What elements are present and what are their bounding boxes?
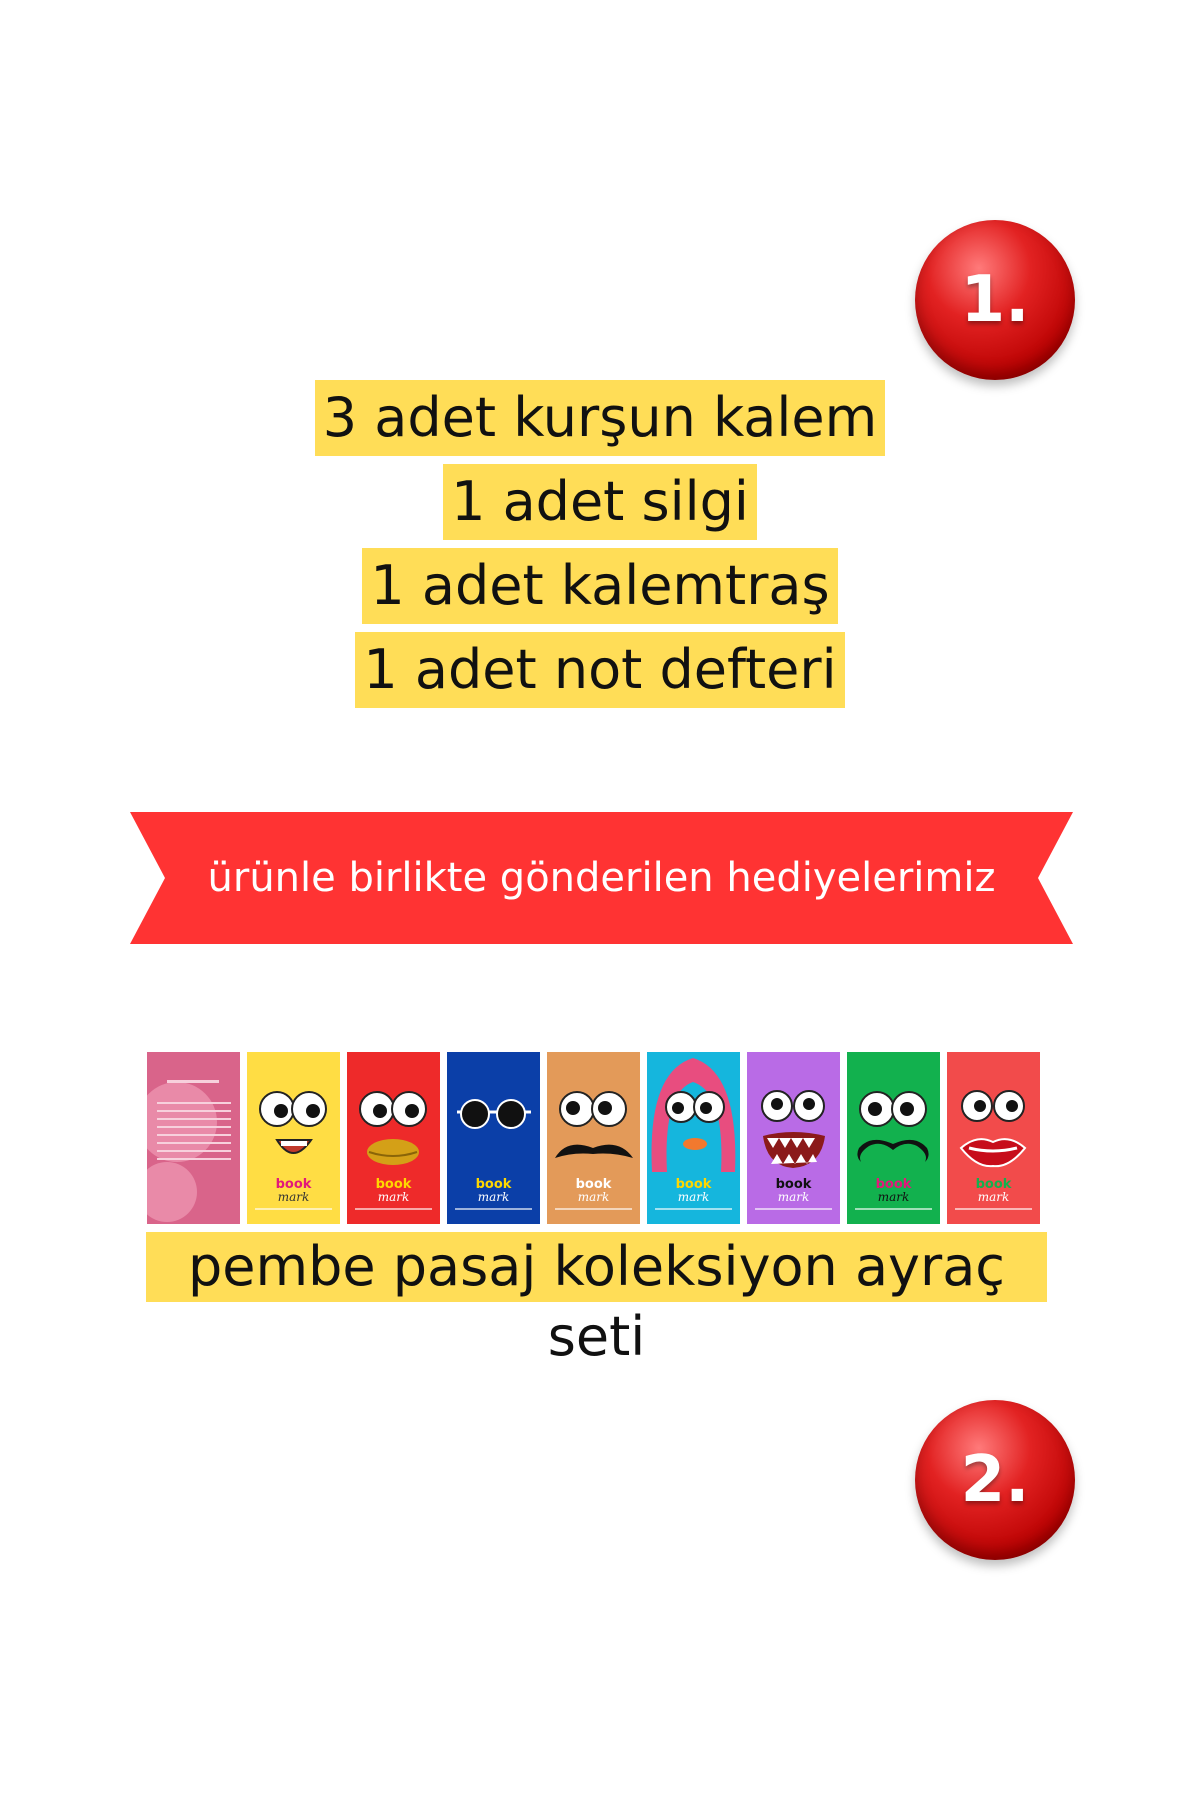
bookmark-mark-text: mark — [977, 1190, 1010, 1204]
list-item — [0, 548, 1200, 632]
divider — [755, 1208, 832, 1210]
bookmark-smile — [247, 1052, 340, 1224]
red-lips-icon — [947, 1132, 1040, 1172]
bookmark-red-lips — [947, 1052, 1040, 1224]
bookmark-mark-text: mark — [677, 1190, 710, 1204]
monster-mouth-icon — [747, 1132, 840, 1172]
divider — [955, 1208, 1032, 1210]
step-2-badge — [915, 1400, 1075, 1560]
smile-icon — [247, 1132, 340, 1172]
divider — [255, 1208, 332, 1210]
gifts-banner — [130, 812, 1073, 944]
item-notebook: 1 adet not defteri — [355, 632, 844, 708]
divider — [455, 1208, 532, 1210]
eyes-icon — [347, 1084, 440, 1134]
step-1-badge — [915, 220, 1075, 380]
list-item — [0, 464, 1200, 548]
bookmark-monster — [747, 1052, 840, 1224]
bookmark-mustache — [547, 1052, 640, 1224]
curly-mustache-icon — [847, 1132, 940, 1172]
divider — [355, 1208, 432, 1210]
eyes-icon — [247, 1084, 340, 1134]
item-eraser: 1 adet silgi — [443, 464, 757, 540]
list-item — [0, 632, 1200, 716]
bookmark-gold-lips — [347, 1052, 440, 1224]
banner-text: ürünle birlikte gönderilen hediyelerimiz — [207, 855, 996, 901]
bookmark-puzzle — [147, 1052, 240, 1224]
step-1-label: 1. — [960, 263, 1030, 337]
bookmark-mark-text: mark — [477, 1190, 510, 1204]
bookmark-book-text: book — [975, 1177, 1012, 1192]
bookmark-book-text: book — [675, 1177, 712, 1192]
bookmark-book-text: book — [275, 1177, 312, 1192]
bookmark-set-image — [147, 1052, 1042, 1226]
bookmark-mark-text: mark — [777, 1190, 810, 1204]
bookmark-book-text: book — [775, 1177, 812, 1192]
bookmark-pink-hair — [647, 1052, 740, 1224]
puzzle-graphic — [147, 1052, 240, 1224]
bookmark-book-text: book — [475, 1177, 512, 1192]
bookmark-mark-text: mark — [277, 1190, 310, 1204]
bookmark-mark-text: mark — [377, 1190, 410, 1204]
pink-hair-icon — [647, 1052, 740, 1172]
divider — [655, 1208, 732, 1210]
bookmark-set-title: pembe pasaj koleksiyon ayraç seti — [146, 1232, 1047, 1302]
bookmark-book-text: book — [575, 1177, 612, 1192]
bookmark-mark-text: mark — [577, 1190, 610, 1204]
list-item — [0, 380, 1200, 464]
divider — [855, 1208, 932, 1210]
eyes-icon — [747, 1084, 840, 1134]
gift-items-list — [0, 380, 1200, 716]
gold-lips-icon — [347, 1132, 440, 1172]
eyes-icon — [547, 1084, 640, 1134]
eyes-icon — [847, 1084, 940, 1134]
bookmark-book-text: book — [875, 1177, 912, 1192]
bookmark-sunglasses — [447, 1052, 540, 1224]
item-pencils: 3 adet kurşun kalem — [315, 380, 885, 456]
bookmark-curly-mustache — [847, 1052, 940, 1224]
divider — [555, 1208, 632, 1210]
bookmark-mark-text: mark — [877, 1190, 910, 1204]
item-sharpener: 1 adet kalemtraş — [362, 548, 837, 624]
mustache-icon — [547, 1132, 640, 1172]
eyes-icon — [947, 1084, 1040, 1134]
sunglasses-icon — [447, 1084, 540, 1134]
step-2-label: 2. — [960, 1443, 1030, 1517]
bookmark-book-text: book — [375, 1177, 412, 1192]
